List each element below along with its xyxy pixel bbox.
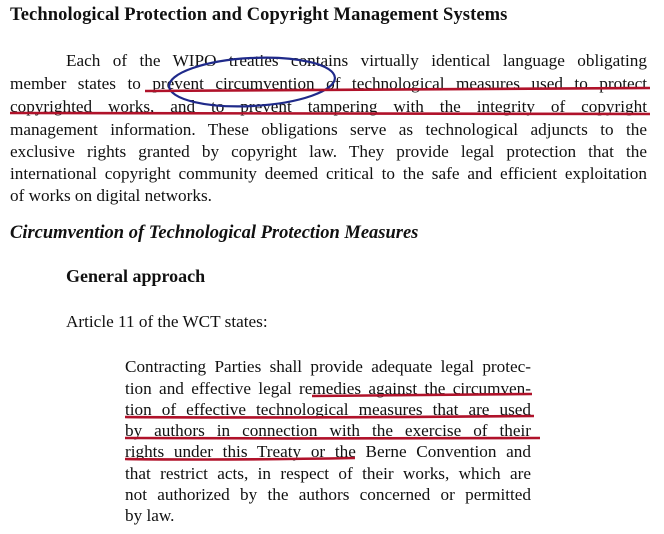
section-heading: Technological Protection and Copyright Management Systems xyxy=(10,5,508,25)
paragraph-line: member states to prevent circumvention of technological measures used to protect xyxy=(10,74,647,93)
quote-line: that restrict acts, in respect of their works, which are xyxy=(125,464,531,483)
article-intro: Article 11 of the WCT states: xyxy=(66,312,268,331)
quote-line: not authorized by the authors concerned or permitted xyxy=(125,485,531,504)
subsection-heading: Circumvention of Technological Protection Measures xyxy=(10,223,419,243)
paragraph-line: exclusive rights granted by copyright law. They provide legal protection that the xyxy=(10,142,647,161)
quote-line: tion of effective technological measures that are used xyxy=(125,400,531,419)
paragraph-line: of works on digital networks. xyxy=(10,186,212,205)
quote-line: tion and effective legal remedies against the circumven- xyxy=(125,379,531,398)
quote-line: by authors in connection with the exercise of their xyxy=(125,421,531,440)
quote-line: rights under this Treaty or the Berne Convention and xyxy=(125,442,531,461)
quote-line: by law. xyxy=(125,506,175,525)
paragraph-line: copyrighted works, and to prevent tampering with the integrity of copyright xyxy=(10,97,647,116)
paragraph-line: international copyright community deemed critical to the safe and efficient exploitation xyxy=(10,164,647,183)
subsubsection-heading: General approach xyxy=(66,266,206,286)
paragraph-line: Each of the WIPO treaties contains virtually identical language obligating xyxy=(66,51,647,70)
paragraph-line: management information. These obligations serve as technological adjuncts to the xyxy=(10,120,647,139)
quote-line: Contracting Parties shall provide adequate legal protec- xyxy=(125,357,531,376)
